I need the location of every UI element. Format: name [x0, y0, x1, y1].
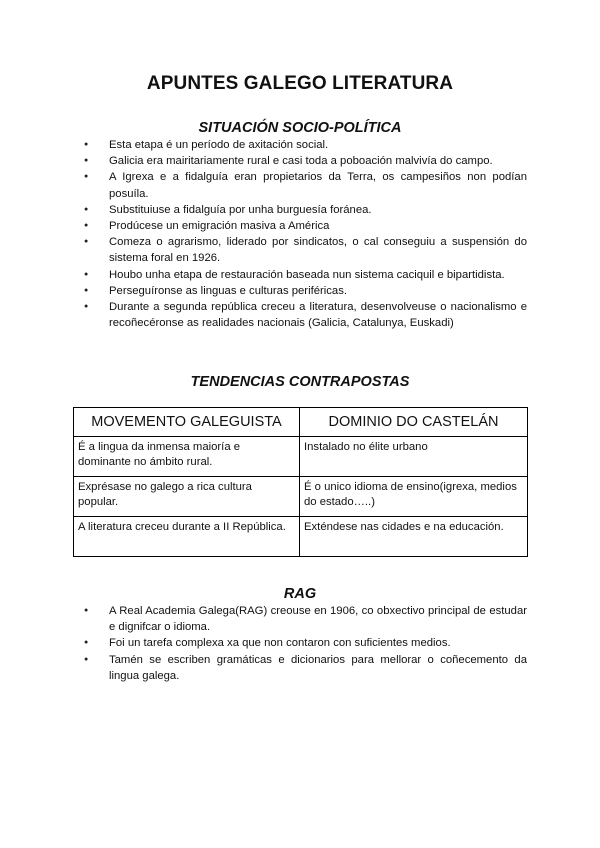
list-item: ● Comeza o agrarismo, liderado por sindicatos, o cal conseguiu a suspensión do sistema foral en 1926.	[83, 234, 527, 266]
list-item: ● Substituiuse a fidalguía por unha burguesía foránea.	[83, 202, 527, 218]
column-header-castelan: DOMINIO DO CASTELÁN	[300, 408, 528, 437]
list-item: ● Houbo unha etapa de restauración baseada nun sistema caciquil e bipartidista.	[83, 267, 527, 283]
list-item: ● Tamén se escriben gramáticas e dicionarios para mellorar o coñecemento da lingua galega.	[83, 652, 527, 684]
section-heading-situacion: SITUACIÓN SOCIO-POLÍTICA	[198, 120, 402, 136]
tendencias-table	[73, 407, 528, 557]
table-cell: Exprésase no galego a rica cultura popular.	[74, 477, 300, 517]
list-item: ● Perseguíronse as linguas e culturas periféricas.	[83, 283, 527, 299]
list-item: ● A Igrexa e a fidalguía eran propietarios da Terra, os campesiños non podían posuíla.	[83, 169, 527, 201]
table-cell: Exténdese nas cidades e na educación.	[300, 517, 528, 557]
table-cell: É a lingua da inmensa maioría e dominante no ámbito rural.	[74, 437, 300, 477]
list-item: ● Durante a segunda república creceu a literatura, desenvolveuse o nacionalismo e recoñecéronse as realidades nacionais (Galicia, Catalunya, Euskadi)	[83, 299, 527, 331]
list-item: ● Prodúcese un emigración masiva a América	[83, 218, 527, 234]
section-heading-tendencias: TENDENCIAS CONTRAPOSTAS	[190, 374, 410, 390]
section-heading-rag: RAG	[283, 586, 317, 602]
document-title: APUNTES GALEGO LITERATURA	[146, 73, 454, 94]
table-row	[74, 437, 528, 477]
table-cell: É o unico idioma de ensino(igrexa, medios do estado…..)	[300, 477, 528, 517]
column-header-galeguista: MOVEMENTO GALEGUISTA	[74, 408, 300, 437]
list-item: ● Esta etapa é un período de axitación social.	[83, 137, 527, 153]
list-item: ● A Real Academia Galega(RAG) creouse en 1906, co obxectivo principal de estudar e dignifcar o idioma.	[83, 603, 527, 635]
rag-list	[83, 603, 527, 684]
list-item: ● Galicia era mairitariamente rural e casi toda a poboación malvivía do campo.	[83, 153, 527, 169]
table-header-row	[74, 408, 528, 437]
table-row	[74, 517, 528, 557]
list-item: ● Foi un tarefa complexa xa que non contaron con suficientes medios.	[83, 635, 527, 651]
situacion-list	[83, 137, 527, 331]
table-row	[74, 477, 528, 517]
table-cell: Instalado no élite urbano	[300, 437, 528, 477]
table-cell: A literatura creceu durante a II República.	[74, 517, 300, 557]
